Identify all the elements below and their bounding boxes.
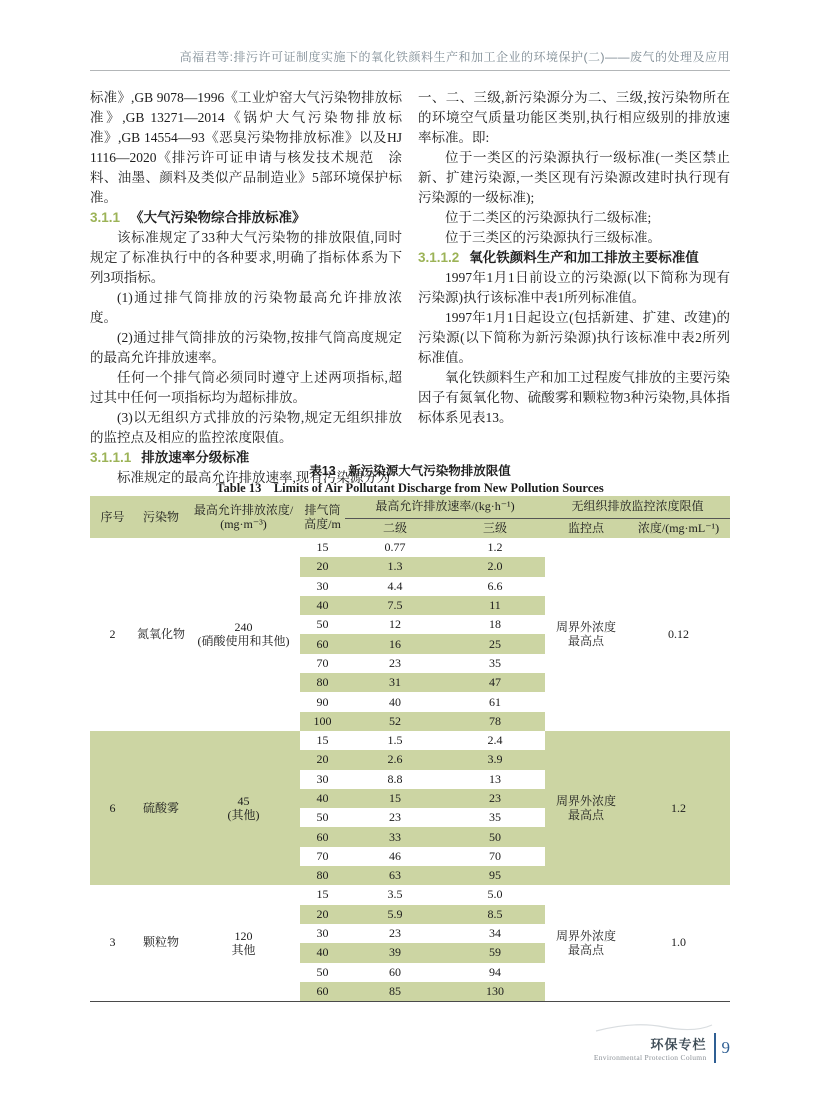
- table-wrapper: [90, 496, 730, 1002]
- cell-stack-height: 30: [300, 577, 345, 596]
- cell-monitor-concentration: 0.12: [627, 538, 730, 731]
- cell-monitor-point-line: 最高点: [568, 942, 605, 957]
- cell-rate-level2: 1.3: [345, 557, 445, 576]
- pollutant-limits-table: [90, 496, 730, 1002]
- paragraph: 位于三类区的污染源执行三级标准。: [445, 230, 661, 245]
- cell-stack-height: 50: [300, 808, 345, 827]
- cell-max-concentration: [187, 885, 300, 1001]
- section-heading-3-1-1-2: [418, 248, 730, 268]
- cell-rate-level3: 78: [445, 712, 545, 731]
- cell-rate-level3: 35: [445, 654, 545, 673]
- cell-stack-height: 15: [300, 538, 345, 557]
- col-header-stack-line2: 高度/m: [304, 517, 341, 531]
- cell-rate-level2: 12: [345, 615, 445, 634]
- section-title: 氧化铁颜料生产和加工排放主要标准值: [469, 250, 699, 265]
- cell-stack-height: 40: [300, 943, 345, 962]
- cell-rate-level2: 15: [345, 789, 445, 808]
- paragraph: (3)以无组织方式排放的污染物,规定无组织排放的监控点及相应的监控浓度限值。: [90, 410, 402, 445]
- cell-monitor-point: [545, 731, 627, 885]
- paragraph: 标准》,GB 9078—1996《工业炉窑大气污染物排放标准》,GB 13271—2014《锅炉大气污染物排放标准》,GB 14554—93《恶臭污染物排放标准》以及HJ 1116—2020《排污许可证申请与核发技术规范 涂料、油墨、颜料及类似产品制造业》5部环境保护标准。: [90, 90, 402, 205]
- cell-rate-level3: 18: [445, 615, 545, 634]
- col-header-monitor-point: 监控点: [545, 518, 627, 538]
- cell-rate-level2: 23: [345, 924, 445, 943]
- cell-stack-height: 100: [300, 712, 345, 731]
- cell-stack-height: 15: [300, 731, 345, 750]
- section-number: 3.1.1.1: [90, 450, 132, 465]
- cell-rate-level3: 23: [445, 789, 545, 808]
- cell-stack-height: 60: [300, 634, 345, 653]
- cell-rate-level2: 39: [345, 943, 445, 962]
- col-header-max-conc-line2: (mg·m⁻³): [220, 517, 267, 531]
- paragraph: (2)通过排气筒排放的污染物,按排气筒高度规定的最高允许排放速率。: [90, 330, 402, 365]
- cell-max-concentration-line: 45: [237, 794, 250, 809]
- cell-serial-no: 6: [90, 731, 135, 885]
- cell-stack-height: 20: [300, 557, 345, 576]
- section-number: 3.1.1: [90, 210, 121, 225]
- paragraph: (1)通过排气筒排放的污染物最高允许排放浓度。: [90, 290, 402, 325]
- col-header-stack-height: [300, 496, 345, 538]
- footer-column-title: [594, 1034, 707, 1062]
- cell-rate-level3: 2.4: [445, 731, 545, 750]
- paragraph: 氧化铁颜料生产和加工过程废气排放的主要污染因子有氮氧化物、硫酸雾和颗粒物3种污染物,具体指标体系见表13。: [418, 370, 730, 425]
- cell-rate-level2: 52: [345, 712, 445, 731]
- cell-stack-height: 80: [300, 673, 345, 692]
- col-header-rate-level2: 二级: [345, 518, 445, 538]
- cell-monitor-point: [545, 885, 627, 1001]
- col-header-fugitive-group: 无组织排放监控浓度限值: [545, 496, 730, 518]
- paragraph: 任何一个排气筒必须同时遵守上述两项指标,超过其中任何一项指标均为超标排放。: [90, 370, 402, 405]
- cell-rate-level2: 23: [345, 808, 445, 827]
- cell-pollutant: 硫酸雾: [135, 731, 187, 885]
- cell-rate-level3: 5.0: [445, 885, 545, 904]
- footer-wave-decoration: [594, 1021, 714, 1035]
- cell-max-concentration-line: 240: [234, 620, 253, 635]
- cell-rate-level3: 47: [445, 673, 545, 692]
- cell-max-concentration-line: (硝酸使用和其他): [197, 634, 290, 649]
- paragraph: 一、二、三级,新污染源分为二、三级,按污染物所在的环境空气质量功能区类别,执行相应级别的排放速率标准。即:: [418, 90, 730, 145]
- cell-stack-height: 40: [300, 789, 345, 808]
- cell-rate-level3: 130: [445, 982, 545, 1001]
- footer-divider-bar: [714, 1033, 716, 1063]
- footer-column-en: Environmental Protection Column: [593, 1053, 707, 1062]
- cell-rate-level3: 59: [445, 943, 545, 962]
- cell-stack-height: 30: [300, 924, 345, 943]
- cell-rate-level2: 85: [345, 982, 445, 1001]
- col-header-monitor-conc: 浓度/(mg·mL⁻¹): [627, 518, 730, 538]
- cell-stack-height: 60: [300, 827, 345, 846]
- cell-monitor-point: [545, 538, 627, 731]
- cell-stack-height: 50: [300, 963, 345, 982]
- cell-max-concentration: [187, 731, 300, 885]
- cell-monitor-concentration: 1.2: [627, 731, 730, 885]
- table-body: [90, 538, 730, 1001]
- cell-stack-height: 20: [300, 750, 345, 769]
- right-column: [418, 88, 730, 458]
- cell-rate-level3: 1.2: [445, 538, 545, 557]
- table-caption-cn: 表13 新污染源大气污染物排放限值: [309, 464, 511, 478]
- cell-monitor-point-line: 周界外浓度: [556, 928, 617, 943]
- cell-stack-height: 15: [300, 885, 345, 904]
- cell-rate-level2: 7.5: [345, 596, 445, 615]
- cell-rate-level2: 8.8: [345, 770, 445, 789]
- cell-pollutant: 氮氧化物: [135, 538, 187, 731]
- section-title: 排放速率分级标准: [141, 450, 250, 465]
- cell-rate-level2: 0.77: [345, 538, 445, 557]
- cell-rate-level2: 31: [345, 673, 445, 692]
- cell-monitor-point-line: 周界外浓度: [556, 794, 617, 809]
- table-header: [90, 496, 730, 538]
- paragraph: 1997年1月1日前设立的污染源(以下简称为现有污染源)执行该标准中表1所列标准值。: [418, 270, 730, 305]
- cell-monitor-point-line: 周界外浓度: [556, 620, 617, 635]
- cell-rate-level2: 1.5: [345, 731, 445, 750]
- cell-rate-level3: 3.9: [445, 750, 545, 769]
- cell-rate-level2: 40: [345, 692, 445, 711]
- col-header-max-conc-line1: 最高允许排放浓度/: [193, 503, 294, 517]
- col-header-max-conc: [187, 496, 300, 538]
- col-header-no: 序号: [90, 496, 135, 538]
- paragraph: 标准规定的最高允许排放速率,现有污染源分为: [117, 470, 391, 485]
- cell-rate-level3: 8.5: [445, 905, 545, 924]
- page-footer: [90, 1033, 730, 1063]
- cell-rate-level3: 35: [445, 808, 545, 827]
- cell-rate-level3: 70: [445, 847, 545, 866]
- cell-monitor-point-line: 最高点: [568, 634, 605, 649]
- cell-rate-level3: 2.0: [445, 557, 545, 576]
- cell-rate-level2: 46: [345, 847, 445, 866]
- table-row: [90, 731, 730, 750]
- cell-serial-no: 2: [90, 538, 135, 731]
- cell-stack-height: 60: [300, 982, 345, 1001]
- cell-stack-height: 70: [300, 847, 345, 866]
- cell-rate-level3: 94: [445, 963, 545, 982]
- paragraph: 位于一类区的污染源执行一级标准(一类区禁止新、扩建污染源,一类区现有污染源改建时执行现有污染源的一级标准);: [418, 150, 730, 205]
- cell-stack-height: 20: [300, 905, 345, 924]
- col-header-pollutant: 污染物: [135, 496, 187, 538]
- cell-monitor-concentration: 1.0: [627, 885, 730, 1001]
- cell-max-concentration-line: 120: [234, 928, 253, 943]
- cell-max-concentration-line: (其他): [227, 808, 260, 823]
- cell-rate-level2: 60: [345, 963, 445, 982]
- cell-rate-level2: 63: [345, 866, 445, 885]
- paragraph: 位于二类区的污染源执行二级标准;: [445, 210, 652, 225]
- cell-stack-height: 90: [300, 692, 345, 711]
- cell-stack-height: 40: [300, 596, 345, 615]
- cell-stack-height: 30: [300, 770, 345, 789]
- cell-rate-level2: 33: [345, 827, 445, 846]
- cell-max-concentration: [187, 538, 300, 731]
- col-header-rate-group: 最高允许排放速率/(kg·h⁻¹): [345, 496, 545, 518]
- cell-stack-height: 50: [300, 615, 345, 634]
- section-number: 3.1.1.2: [418, 250, 460, 265]
- cell-rate-level2: 23: [345, 654, 445, 673]
- cell-rate-level3: 6.6: [445, 577, 545, 596]
- col-header-rate-level3: 三级: [445, 518, 545, 538]
- cell-rate-level2: 5.9: [345, 905, 445, 924]
- cell-rate-level3: 50: [445, 827, 545, 846]
- cell-rate-level2: 2.6: [345, 750, 445, 769]
- cell-stack-height: 80: [300, 866, 345, 885]
- cell-monitor-point-line: 最高点: [568, 808, 605, 823]
- cell-rate-level3: 25: [445, 634, 545, 653]
- paragraph: 1997年1月1日起设立(包括新建、扩建、改建)的污染源(以下简称为新污染源)执行该标准中表2所列标准值。: [418, 310, 730, 365]
- table-caption-en: Table 13 Limits of Air Pollutant Discharge from New Pollution Sources: [216, 481, 604, 495]
- cell-rate-level2: 4.4: [345, 577, 445, 596]
- page-number: 9: [721, 1038, 730, 1057]
- cell-rate-level3: 13: [445, 770, 545, 789]
- col-header-stack-line1: 排气筒: [304, 503, 341, 517]
- running-head: 高福君等:排污许可证制度实施下的氧化铁颜料生产和加工企业的环境保护(二)——废气的处理及应用: [179, 50, 730, 64]
- cell-rate-level3: 61: [445, 692, 545, 711]
- cell-rate-level3: 11: [445, 596, 545, 615]
- cell-serial-no: 3: [90, 885, 135, 1001]
- cell-rate-level3: 95: [445, 866, 545, 885]
- section-heading-3-1-1: [90, 208, 402, 228]
- cell-rate-level2: 16: [345, 634, 445, 653]
- table-row: [90, 885, 730, 904]
- cell-pollutant: 颗粒物: [135, 885, 187, 1001]
- cell-rate-level3: 34: [445, 924, 545, 943]
- footer-column-cn: 环保专栏: [650, 1037, 707, 1052]
- paragraph: 该标准规定了33种大气污染物的排放限值,同时规定了标准执行中的各种要求,明确了指标体系为下列3项指标。: [90, 230, 402, 285]
- running-head-rule: [90, 70, 730, 71]
- cell-max-concentration-line: 其他: [231, 942, 256, 957]
- cell-stack-height: 70: [300, 654, 345, 673]
- cell-rate-level2: 3.5: [345, 885, 445, 904]
- left-column: [90, 88, 402, 485]
- section-title: 《大气污染物综合排放标准》: [130, 210, 306, 225]
- table-row: [90, 538, 730, 557]
